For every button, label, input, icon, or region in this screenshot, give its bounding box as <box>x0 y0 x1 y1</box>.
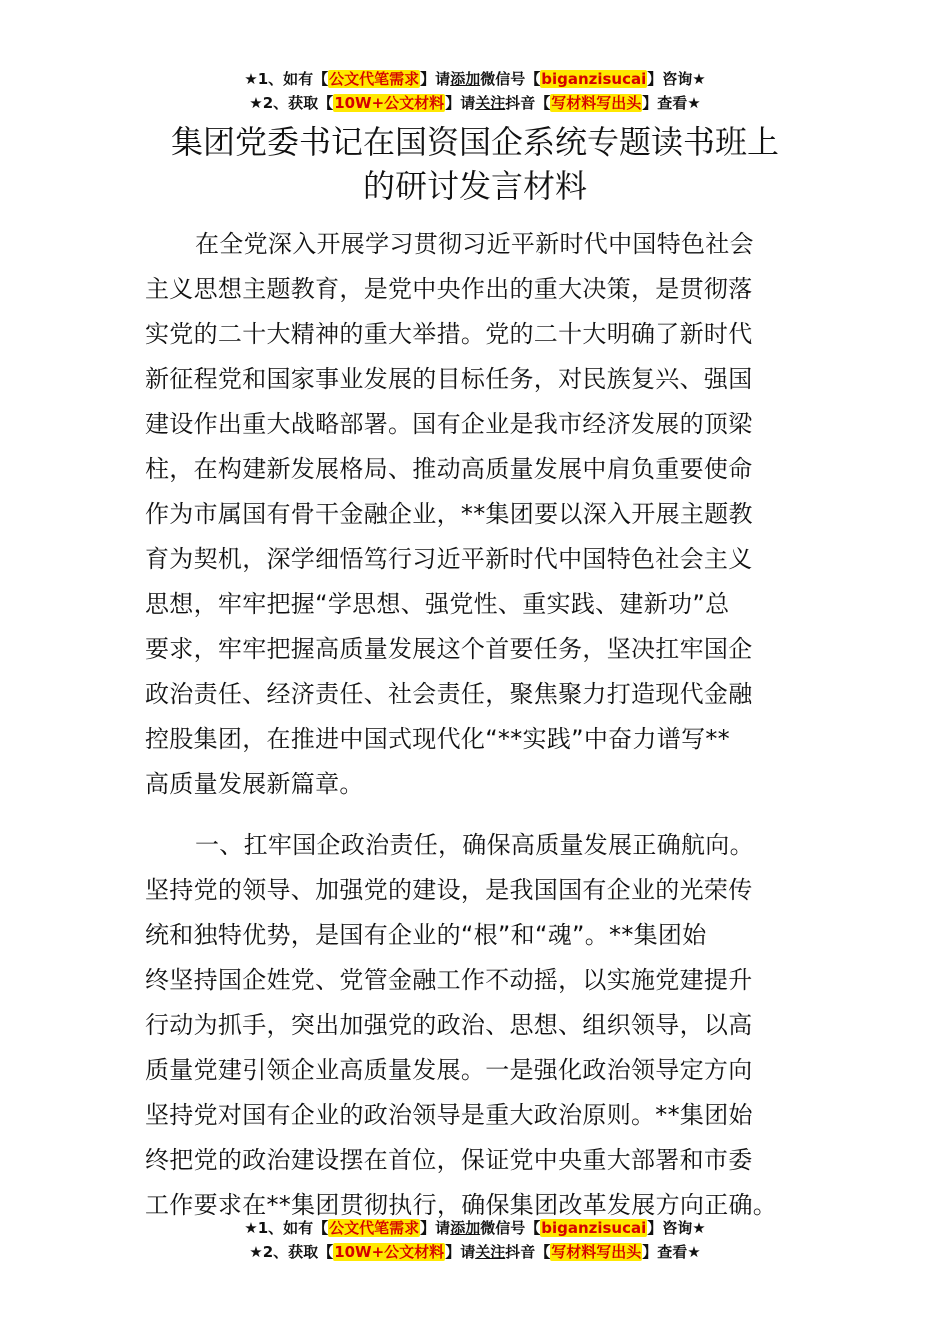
text-line: 坚持党对国有企业的政治领导是重大政治原则。**集团始 <box>145 1101 753 1129</box>
text-line: 主义思想主题教育，是党中央作出的重大决策，是贯彻落 <box>145 275 753 303</box>
highlight-ghostwriting: 公文代笔需求 <box>329 1219 420 1237</box>
highlight-wechat-id: biganzisucai <box>541 1219 647 1237</box>
text-line: 行动为抓手，突出加强党的政治、思想、组织领导，以高 <box>145 1011 753 1039</box>
footer-ad-banner <box>0 1216 950 1264</box>
paragraph-intro <box>145 222 810 807</box>
text-line: 在全党深入开展学习贯彻习近平新时代中国特色社会 <box>195 230 754 258</box>
highlight-ghostwriting: 公文代笔需求 <box>329 70 420 88</box>
text-line: 高质量发展新篇章。 <box>145 770 364 798</box>
text-line: 要求，牢牢把握高质量发展这个首要任务，坚决扛牢国企 <box>145 635 753 663</box>
header-ad-banner <box>0 67 950 115</box>
text-line: 统和独特优势，是国有企业的“根”和“魂”。**集团始 <box>145 921 707 949</box>
text-line: 坚持党的领导、加强党的建设，是我国国有企业的光荣传 <box>145 876 753 904</box>
text-line: 控股集团，在推进中国式现代化“**实践”中奋力谱写** <box>145 725 730 753</box>
banner-line-1: ★1、如有【公文代笔需求】请添加微信号【biganzisucai】咨询★ <box>244 1219 706 1237</box>
highlight-douyin-account: 写材料写出头 <box>551 1243 642 1261</box>
text-line: 思想，牢牢把握“学思想、强党性、重实践、建新功”总 <box>145 590 730 618</box>
text-line: 柱，在构建新发展格局、推动高质量发展中肩负重要使命 <box>145 455 753 483</box>
banner-line-2: ★2、获取【10W+公文材料】请关注抖音【写材料写出头】查看★ <box>249 1243 701 1261</box>
text-line: 终坚持国企姓党、党管金融工作不动摇，以实施党建提升 <box>145 966 753 994</box>
text-line: 建设作出重大战略部署。国有企业是我市经济发展的顶梁 <box>145 410 753 438</box>
text-line: 工作要求在**集团贯彻执行，确保集团改革发展方向正确。 <box>145 1191 778 1219</box>
highlight-materials: 10W+公文材料 <box>334 94 445 112</box>
text-line: 实党的二十大精神的重大举措。党的二十大明确了新时代 <box>145 320 753 348</box>
title-line-1: 集团党委书记在国资国企系统专题读书班上 <box>170 123 779 161</box>
highlight-douyin-account: 写材料写出头 <box>551 94 642 112</box>
highlight-wechat-id: biganzisucai <box>541 70 647 88</box>
section-heading-line: 一、扛牢国企政治责任，确保高质量发展正确航向。 <box>195 831 754 859</box>
banner-line-1: ★1、如有【公文代笔需求】请添加微信号【biganzisucai】咨询★ <box>244 70 706 88</box>
title-line-2: 的研讨发言材料 <box>362 167 587 205</box>
document-title <box>90 120 860 208</box>
text-line: 育为契机，深学细悟笃行习近平新时代中国特色社会主义 <box>145 545 753 573</box>
text-line: 终把党的政治建设摆在首位，保证党中央重大部署和市委 <box>145 1146 753 1174</box>
highlight-materials: 10W+公文材料 <box>334 1243 445 1261</box>
paragraph-section-1 <box>145 823 810 1228</box>
text-line: 政治责任、经济责任、社会责任，聚焦聚力打造现代金融 <box>145 680 753 708</box>
text-line: 质量党建引领企业高质量发展。一是强化政治领导定方向 <box>145 1056 753 1084</box>
text-line: 作为市属国有骨干金融企业，**集团要以深入开展主题教 <box>145 500 753 528</box>
text-line: 新征程党和国家事业发展的目标任务，对民族复兴、强国 <box>145 365 753 393</box>
banner-line-2: ★2、获取【10W+公文材料】请关注抖音【写材料写出头】查看★ <box>249 94 701 112</box>
document-body <box>145 222 810 1228</box>
